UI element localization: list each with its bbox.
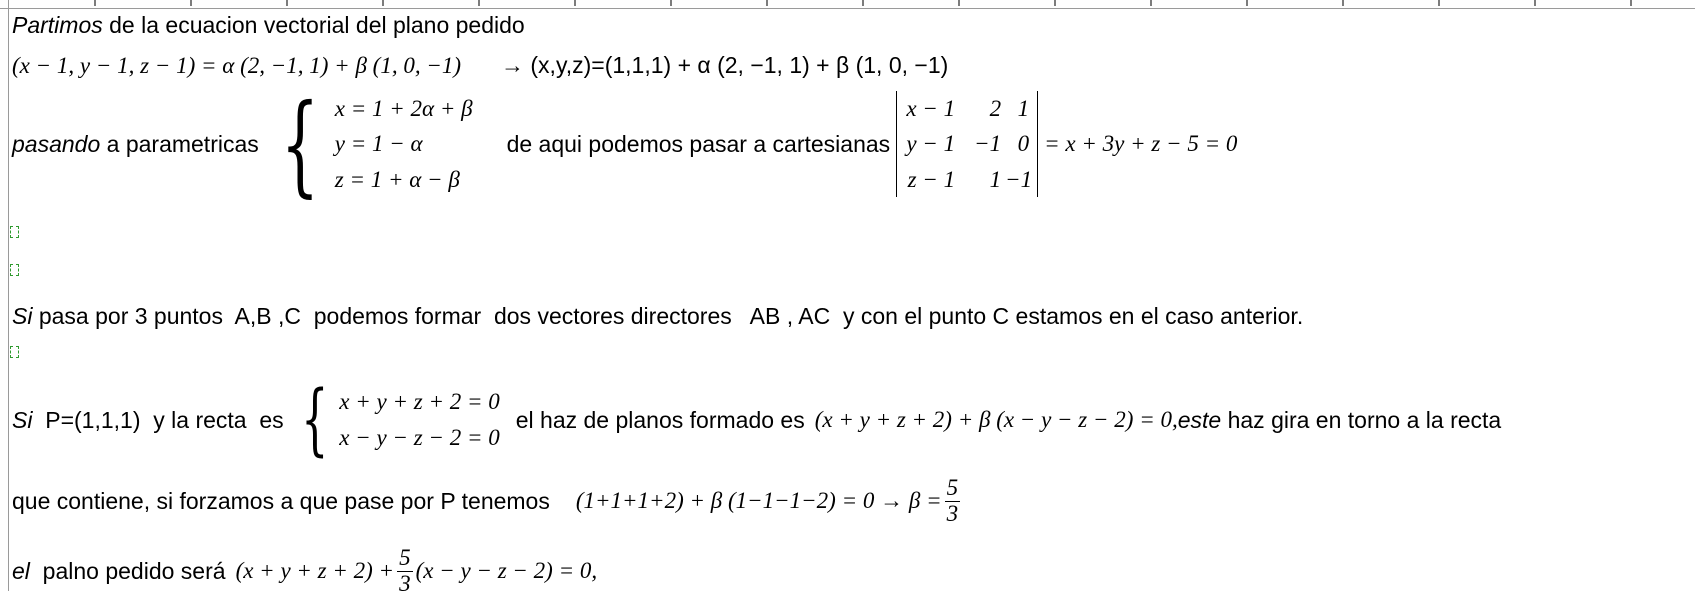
pencil-formula: (x + y + z + 2) + β (x − y − z − 2) = 0, (814, 407, 1178, 432)
det-cell: x − 1 (906, 95, 956, 121)
beta-fraction (945, 476, 961, 525)
intro-italic: Partimos (12, 12, 103, 38)
eq-z: z = 1 + α − β (334, 166, 460, 192)
eq-x: x = 1 + 2α + β (334, 95, 473, 121)
line-equations (339, 384, 499, 455)
det-cell: 1 (989, 166, 1002, 192)
final-plane-line (12, 540, 597, 602)
final-fraction (397, 546, 413, 595)
final-formula-b: (x − y − z − 2) = 0, (415, 558, 598, 583)
line-eq-1: x + y + z + 2 = 0 (339, 389, 500, 415)
final-text: palno pedido será (29, 557, 226, 584)
det-cell: y − 1 (906, 131, 956, 157)
fraction-numerator: 5 (946, 475, 959, 501)
determinant (896, 91, 1038, 198)
det-cell: 2 (989, 95, 1002, 121)
force-formula: (1+1+1+2) + β (1−1−1−2) = 0 → β = (575, 488, 942, 513)
three-points-italic: Si (12, 303, 33, 329)
det-cell: 1 (1017, 95, 1030, 121)
det-cell: −1 (1005, 166, 1033, 192)
cartesian-result: = x + 3y + z − 5 = 0 (1044, 131, 1238, 156)
parametric-equations (335, 91, 473, 198)
final-formula-a: (x + y + z + 2) + (235, 558, 395, 583)
cartesian-text: de aqui podemos pasar a cartesianas (506, 130, 891, 157)
parametric-system (265, 80, 473, 208)
vector-equation-alt: → (x,y,z)=(1,1,1) + α (2, −1, 1) + β (1, 0, −1) (501, 52, 949, 78)
ruler (0, 0, 1695, 9)
fraction-denominator: 3 (399, 570, 411, 596)
det-cell: z − 1 (907, 166, 956, 192)
force-text: que contiene, si forzamos a que pase por P tenemos (12, 487, 550, 514)
parametric-italic: pasando (12, 130, 101, 157)
pencil-middle: el haz de planos formado es (515, 406, 805, 433)
fraction-numerator: 5 (399, 545, 411, 571)
vector-equation-line (12, 52, 948, 79)
force-point-line (12, 470, 963, 532)
intro-text: de la ecuacion vectorial del plano pedido (102, 12, 525, 38)
three-points-text: pasa por 3 puntos A,B ,C podemos formar dos vectores directores AB , AC y con el punto C estamos en el caso anterior. (32, 303, 1304, 329)
pencil-end: haz gira en torno a la recta (1221, 406, 1502, 433)
eq-y: y = 1 − α (334, 131, 423, 157)
plane-pencil-line (12, 375, 1502, 465)
det-cell: 0 (1017, 131, 1030, 157)
parametric-text: a parametricas (100, 130, 259, 157)
line-eq-2: x − y − z − 2 = 0 (339, 425, 500, 450)
pencil-text: P=(1,1,1) y la recta es (32, 406, 284, 433)
left-brace: { (280, 80, 320, 208)
placeholder-marker (10, 264, 19, 276)
parametric-line (12, 80, 1238, 208)
placeholder-marker (10, 226, 19, 238)
final-italic: el (12, 557, 30, 584)
det-cell: −1 (974, 131, 1002, 157)
line-system (290, 375, 500, 465)
placeholder-marker (10, 346, 19, 358)
left-brace: { (300, 375, 329, 465)
page-margin-line (8, 0, 9, 591)
vector-equation: (x − 1, y − 1, z − 1) = α (2, −1, 1) + β (1, 0, −1) (12, 52, 461, 78)
three-points-line (12, 303, 1303, 330)
intro-line (12, 12, 525, 39)
fraction-denominator: 3 (946, 500, 959, 526)
pencil-italic: Si (12, 406, 33, 433)
pencil-italic-2: este (1177, 406, 1222, 433)
